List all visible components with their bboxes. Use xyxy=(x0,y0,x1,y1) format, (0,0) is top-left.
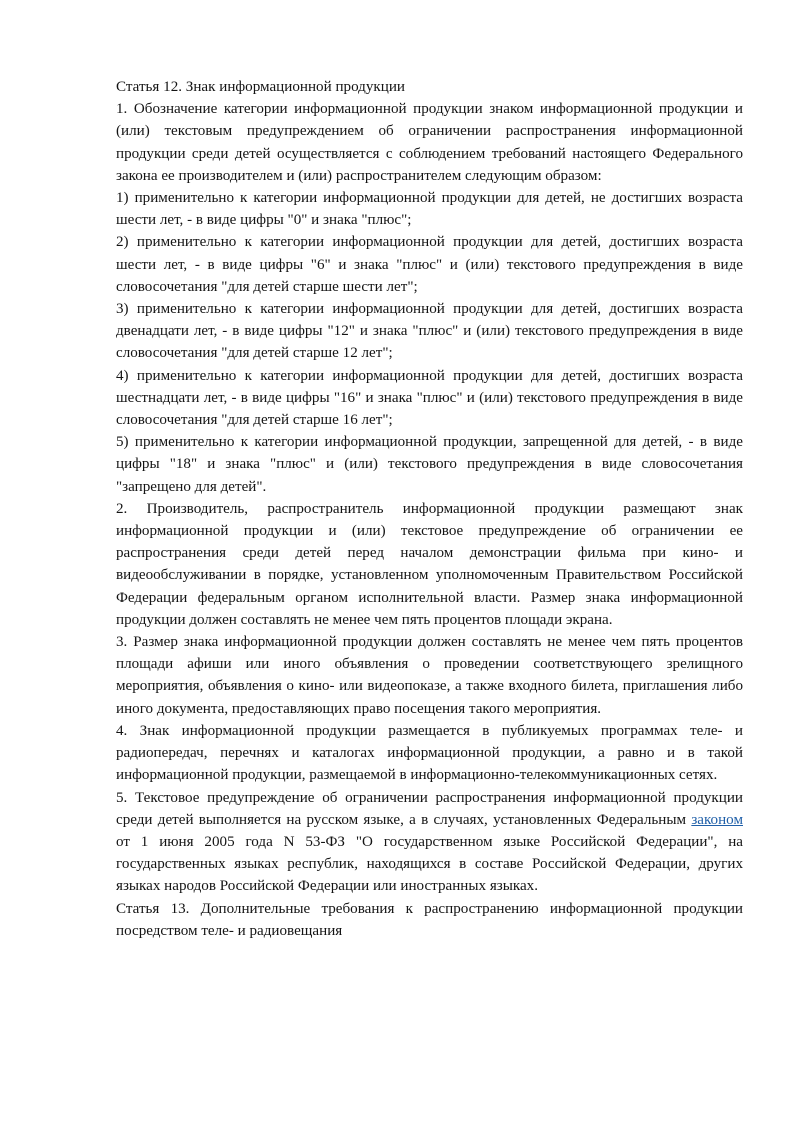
list-item-5: 5) применительно к категории информационной продукции, запрещенной для детей, - в виде цифры "18" и знака "плюс" и (или) текстового предупреждения в виде словосочетания "запрещено для детей". xyxy=(116,434,743,495)
paragraph-1: 1. Обозначение категории информационной продукции знаком информационной продукции и (или) текстовым предупреждением об ограничении распространения информационной продукции среди детей осуществляется с соблюдением требований настоящего Федерального закона ее производителем и (или) распространителем следующим образом: xyxy=(116,101,743,184)
document-page xyxy=(116,76,743,942)
article-13-heading: Статья 13. Дополнительные требования к распространению информационной продукции посредством теле- и радиовещания xyxy=(116,900,743,939)
list-item-4: 4) применительно к категории информационной продукции для детей, достигших возраста шестнадцати лет, - в виде цифры "16" и знака "плюс" и (или) текстового предупреждения в виде словосочетания "для детей старше 16 лет"; xyxy=(116,367,743,429)
article-12-heading: Статья 12. Знак информационной продукции xyxy=(116,79,405,95)
paragraph-5-text-start: 5. Текстовое предупреждение об ограничении распространения информационной продукции среди детей выполняется на русском языке, а в случаях, установленных Федеральным xyxy=(116,789,743,828)
paragraph-2: 2. Производитель, распространитель информационной продукции размещают знак информационной продукции и (или) текстовое предупреждение об ограничении ее распространения среди детей перед началом демонстрации фильма при кино- и видеообслуживании в порядке, установленном уполномоченным Правительством Российской Федерации федеральным органом исполнительной власти. Размер знака информационной продукции должен составлять не менее чем пять процентов площади экрана. xyxy=(116,500,743,628)
paragraph-4: 4. Знак информационной продукции размещается в публикуемых программах теле- и радиопередач, перечнях и каталогах информационной продукции, а равно и в такой информационной продукции, размещаемой в информационно-телекоммуникационных сетях. xyxy=(116,722,743,784)
paragraph-5-text-end: от 1 июня 2005 года N 53-ФЗ "О государственном языке Российской Федерации", на государственных языках республик, находящихся в составе Российской Федерации, других языках народов Российской Федерации или иностранных языках. xyxy=(116,833,743,895)
paragraph-3: 3. Размер знака информационной продукции должен составлять не менее чем пять процентов площади афиши или иного объявления о проведении соответствующего зрелищного мероприятия, объявления о кино- или видеопоказе, а также входного билета, приглашения либо иного документа, предоставляющих право посещения такого мероприятия. xyxy=(116,634,743,717)
list-item-3: 3) применительно к категории информационной продукции для детей, достигших возраста двенадцати лет, - в виде цифры "12" и знака "плюс" и (или) текстового предупреждения в виде словосочетания "для детей старше 12 лет"; xyxy=(116,301,743,362)
paragraph-5 xyxy=(116,787,743,898)
list-item-1: 1) применительно к категории информационной продукции для детей, не достигших возраста шести лет, - в виде цифры "0" и знака "плюс"; xyxy=(116,190,743,229)
list-item-2: 2) применительно к категории информационной продукции для детей, достигших возраста шести лет, - в виде цифры "6" и знака "плюс" и (или) текстового предупреждения в виде словосочетания "для детей старше шести лет"; xyxy=(116,234,743,295)
law-link[interactable]: законом xyxy=(691,811,743,828)
